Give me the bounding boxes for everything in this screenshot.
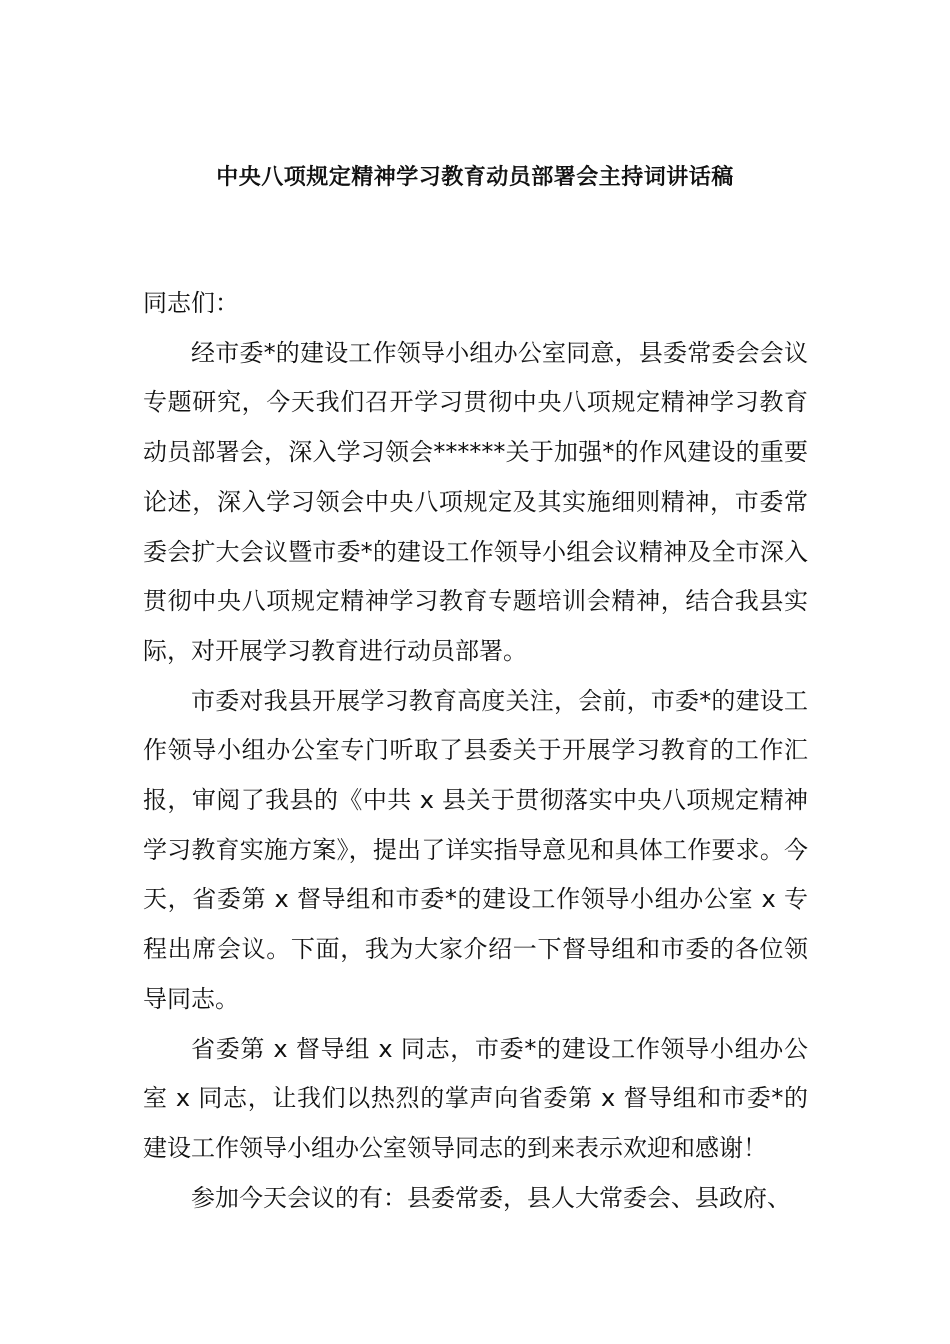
paragraph-3: 省委第 x 督导组 x 同志，市委*的建设工作领导小组办公室 x 同志，让我们以热烈的掌声向省委第 x 督导组和市委*的建设工作领导小组办公室领导同志的到来表示欢迎和感谢！ — [143, 1034, 808, 1162]
paragraph-2: 市委对我县开展学习教育高度关注，会前，市委*的建设工作领导小组办公室专门听取了县委关于开展学习教育的工作汇报，审阅了我县的《中共 x 县关于贯彻落实中央八项规定精神学习教育实施方案》，提出了详实指导意见和具体工作要求。今天，省委第 x 督导组和市委*的建设工作领导小组办公室 x 专程出席会议。下面，我为大家介绍一下督导组和市委的各位领导同志。 — [143, 686, 808, 1013]
paragraph-4: 参加今天会议的有：县委常委，县人大常委会、县政府、 — [191, 1183, 791, 1212]
document-title: 中央八项规定精神学习教育动员部署会主持词讲话稿 — [216, 165, 734, 190]
paragraph-1: 经市委*的建设工作领导小组办公室同意，县委常委会会议专题研究，今天我们召开学习贯彻中央八项规定精神学习教育动员部署会，深入学习领会******关于加强*的作风建设的重要论述，深入学习领会中央八项规定及其实施细则精神，市委常委会扩大会议暨市委*的建设工作领导小组会议精神及全市深入贯彻中央八项规定精神学习教育专题培训会精神，结合我县实际，对开展学习教育进行动员部署。 — [143, 338, 808, 665]
salutation: 同志们： — [143, 289, 239, 317]
document-body — [143, 279, 808, 1223]
